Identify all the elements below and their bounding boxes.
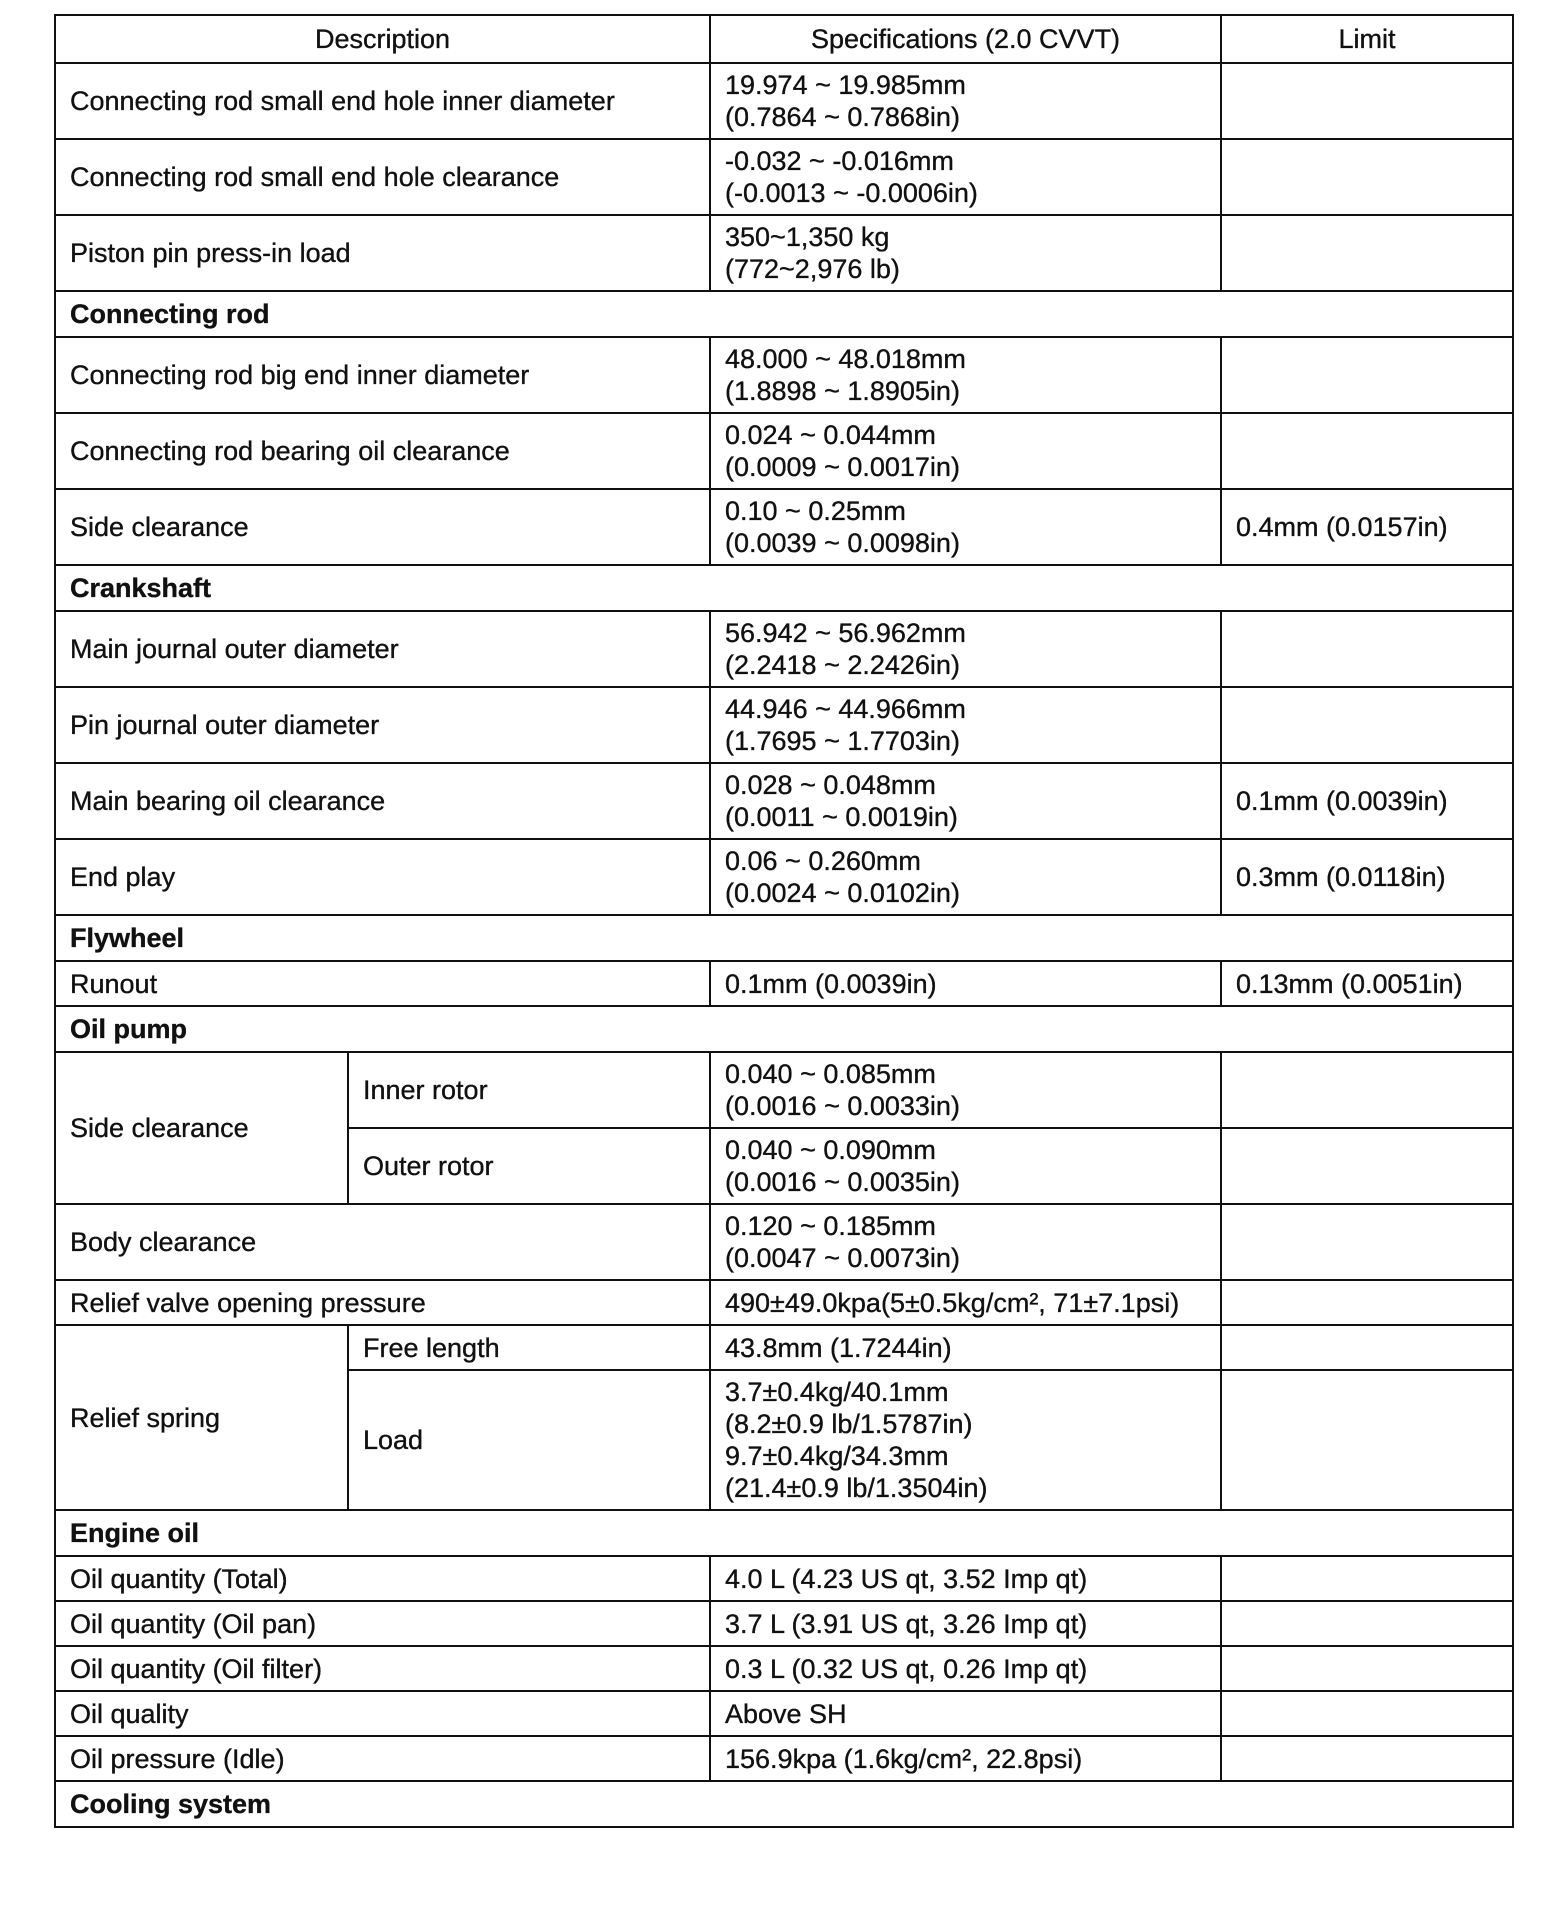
- spec-value: -0.032 ~ -0.016mm: [725, 146, 954, 176]
- row-limit: [1221, 1204, 1513, 1280]
- row-description: Oil quantity (Oil filter): [55, 1646, 710, 1691]
- table-row: [55, 1691, 1513, 1736]
- spec-value-imperial: (0.0011 ~ 0.0019in): [725, 802, 958, 832]
- row-subdescription: Load: [348, 1370, 710, 1510]
- row-description: Oil quantity (Total): [55, 1556, 710, 1601]
- spec-value: 9.7±0.4kg/34.3mm: [725, 1441, 949, 1471]
- row-limit: [1221, 215, 1513, 291]
- spec-value-imperial: (0.0016 ~ 0.0035in): [725, 1167, 960, 1197]
- section-header-connecting-rod: [55, 291, 1513, 337]
- row-description: Pin journal outer diameter: [55, 687, 710, 763]
- spec-value: 0.10 ~ 0.25mm: [725, 496, 906, 526]
- row-limit: [1221, 1601, 1513, 1646]
- row-specification: 43.8mm (1.7244in): [710, 1325, 1221, 1370]
- row-description: Connecting rod big end inner diameter: [55, 337, 710, 413]
- row-description: Relief spring: [55, 1325, 348, 1510]
- row-description: Side clearance: [55, 489, 710, 565]
- row-specification: [710, 337, 1221, 413]
- row-description: Runout: [55, 961, 710, 1006]
- spec-value-imperial: (0.7864 ~ 0.7868in): [725, 102, 960, 132]
- row-limit: [1221, 1646, 1513, 1691]
- row-limit: [1221, 337, 1513, 413]
- row-description: Connecting rod small end hole inner diameter: [55, 63, 710, 139]
- spec-value-imperial: (2.2418 ~ 2.2426in): [725, 650, 960, 680]
- row-specification: 4.0 L (4.23 US qt, 3.52 Imp qt): [710, 1556, 1221, 1601]
- spec-value: 44.946 ~ 44.966mm: [725, 694, 966, 724]
- row-specification: [710, 489, 1221, 565]
- row-specification: [710, 687, 1221, 763]
- row-subdescription: Free length: [348, 1325, 710, 1370]
- spec-value: 0.06 ~ 0.260mm: [725, 846, 921, 876]
- row-description: Body clearance: [55, 1204, 710, 1280]
- table-row: [55, 139, 1513, 215]
- row-specification: [710, 611, 1221, 687]
- row-description: Side clearance: [55, 1052, 348, 1204]
- row-description: Connecting rod bearing oil clearance: [55, 413, 710, 489]
- row-specification: [710, 1370, 1221, 1510]
- row-specification: 0.1mm (0.0039in): [710, 961, 1221, 1006]
- spec-value-imperial: (0.0024 ~ 0.0102in): [725, 878, 960, 908]
- row-description: Main journal outer diameter: [55, 611, 710, 687]
- spec-value: 3.7±0.4kg/40.1mm: [725, 1377, 949, 1407]
- table-row: [55, 839, 1513, 915]
- section-title: Crankshaft: [55, 565, 1513, 611]
- table-header-row: [55, 15, 1513, 63]
- spec-value: 0.028 ~ 0.048mm: [725, 770, 936, 800]
- table-row: [55, 215, 1513, 291]
- row-limit: [1221, 1370, 1513, 1510]
- header-description: Description: [55, 15, 710, 63]
- section-header-engine-oil: [55, 1510, 1513, 1556]
- row-limit: [1221, 139, 1513, 215]
- spec-value-imperial: (-0.0013 ~ -0.0006in): [725, 178, 978, 208]
- specifications-table: [54, 14, 1514, 1828]
- row-specification: [710, 413, 1221, 489]
- row-description: Main bearing oil clearance: [55, 763, 710, 839]
- spec-value: 56.942 ~ 56.962mm: [725, 618, 966, 648]
- spec-value: 0.024 ~ 0.044mm: [725, 420, 936, 450]
- row-limit: [1221, 413, 1513, 489]
- section-header-flywheel: [55, 915, 1513, 961]
- spec-value-imperial: (21.4±0.9 lb/1.3504in): [725, 1473, 988, 1503]
- row-limit: [1221, 1556, 1513, 1601]
- table-row: [55, 1280, 1513, 1325]
- row-specification: [710, 1052, 1221, 1128]
- table-row: [55, 961, 1513, 1006]
- spec-value-imperial: (8.2±0.9 lb/1.5787in): [725, 1409, 973, 1439]
- row-specification: 490±49.0kpa(5±0.5kg/cm², 71±7.1psi): [710, 1280, 1221, 1325]
- row-limit: [1221, 611, 1513, 687]
- row-description: Connecting rod small end hole clearance: [55, 139, 710, 215]
- row-limit: [1221, 1280, 1513, 1325]
- row-specification: [710, 215, 1221, 291]
- table-row: [55, 1601, 1513, 1646]
- row-specification: [710, 1204, 1221, 1280]
- header-specification: Specifications (2.0 CVVT): [710, 15, 1221, 63]
- table-row: [55, 63, 1513, 139]
- table-row: [55, 1646, 1513, 1691]
- section-header-oil-pump: [55, 1006, 1513, 1052]
- spec-value-imperial: (1.7695 ~ 1.7703in): [725, 726, 960, 756]
- row-limit: [1221, 687, 1513, 763]
- row-limit: [1221, 63, 1513, 139]
- table-row: [55, 1325, 1513, 1370]
- row-description: Piston pin press-in load: [55, 215, 710, 291]
- row-description: Relief valve opening pressure: [55, 1280, 710, 1325]
- row-limit: [1221, 1736, 1513, 1781]
- row-limit: [1221, 1691, 1513, 1736]
- spec-value-imperial: (0.0016 ~ 0.0033in): [725, 1091, 960, 1121]
- row-limit: [1221, 1325, 1513, 1370]
- row-subdescription: Inner rotor: [348, 1052, 710, 1128]
- row-specification: 3.7 L (3.91 US qt, 3.26 Imp qt): [710, 1601, 1221, 1646]
- section-title: Cooling system: [55, 1781, 1513, 1827]
- table-row: [55, 1736, 1513, 1781]
- row-limit: [1221, 1052, 1513, 1128]
- row-limit: 0.3mm (0.0118in): [1221, 839, 1513, 915]
- spec-value-imperial: (0.0009 ~ 0.0017in): [725, 452, 960, 482]
- table-row: [55, 489, 1513, 565]
- row-specification: [710, 1128, 1221, 1204]
- table-row: [55, 611, 1513, 687]
- table-row: [55, 1052, 1513, 1128]
- row-limit: 0.1mm (0.0039in): [1221, 763, 1513, 839]
- spec-value: 0.040 ~ 0.085mm: [725, 1059, 936, 1089]
- row-specification: 0.3 L (0.32 US qt, 0.26 Imp qt): [710, 1646, 1221, 1691]
- row-limit: [1221, 1128, 1513, 1204]
- row-subdescription: Outer rotor: [348, 1128, 710, 1204]
- spec-value: 0.040 ~ 0.090mm: [725, 1135, 936, 1165]
- spec-value-imperial: (0.0039 ~ 0.0098in): [725, 528, 960, 558]
- table-row: [55, 413, 1513, 489]
- table-row: [55, 687, 1513, 763]
- row-limit: 0.13mm (0.0051in): [1221, 961, 1513, 1006]
- section-title: Connecting rod: [55, 291, 1513, 337]
- section-header-cooling-system: [55, 1781, 1513, 1827]
- section-title: Oil pump: [55, 1006, 1513, 1052]
- section-title: Flywheel: [55, 915, 1513, 961]
- row-specification: 156.9kpa (1.6kg/cm², 22.8psi): [710, 1736, 1221, 1781]
- row-limit: 0.4mm (0.0157in): [1221, 489, 1513, 565]
- spec-value-imperial: (772~2,976 lb): [725, 254, 900, 284]
- row-description: Oil quality: [55, 1691, 710, 1736]
- row-specification: [710, 139, 1221, 215]
- table-row: [55, 1556, 1513, 1601]
- spec-value: 350~1,350 kg: [725, 222, 890, 252]
- row-specification: Above SH: [710, 1691, 1221, 1736]
- row-description: Oil quantity (Oil pan): [55, 1601, 710, 1646]
- spec-value-imperial: (1.8898 ~ 1.8905in): [725, 376, 960, 406]
- row-specification: [710, 63, 1221, 139]
- section-header-crankshaft: [55, 565, 1513, 611]
- row-description: End play: [55, 839, 710, 915]
- spec-value: 48.000 ~ 48.018mm: [725, 344, 966, 374]
- table-row: [55, 1204, 1513, 1280]
- row-specification: [710, 839, 1221, 915]
- section-title: Engine oil: [55, 1510, 1513, 1556]
- row-specification: [710, 763, 1221, 839]
- spec-value: 0.120 ~ 0.185mm: [725, 1211, 936, 1241]
- spec-value: 19.974 ~ 19.985mm: [725, 70, 966, 100]
- table-row: [55, 337, 1513, 413]
- spec-value-imperial: (0.0047 ~ 0.0073in): [725, 1243, 960, 1273]
- row-description: Oil pressure (Idle): [55, 1736, 710, 1781]
- header-limit: Limit: [1221, 15, 1513, 63]
- table-row: [55, 763, 1513, 839]
